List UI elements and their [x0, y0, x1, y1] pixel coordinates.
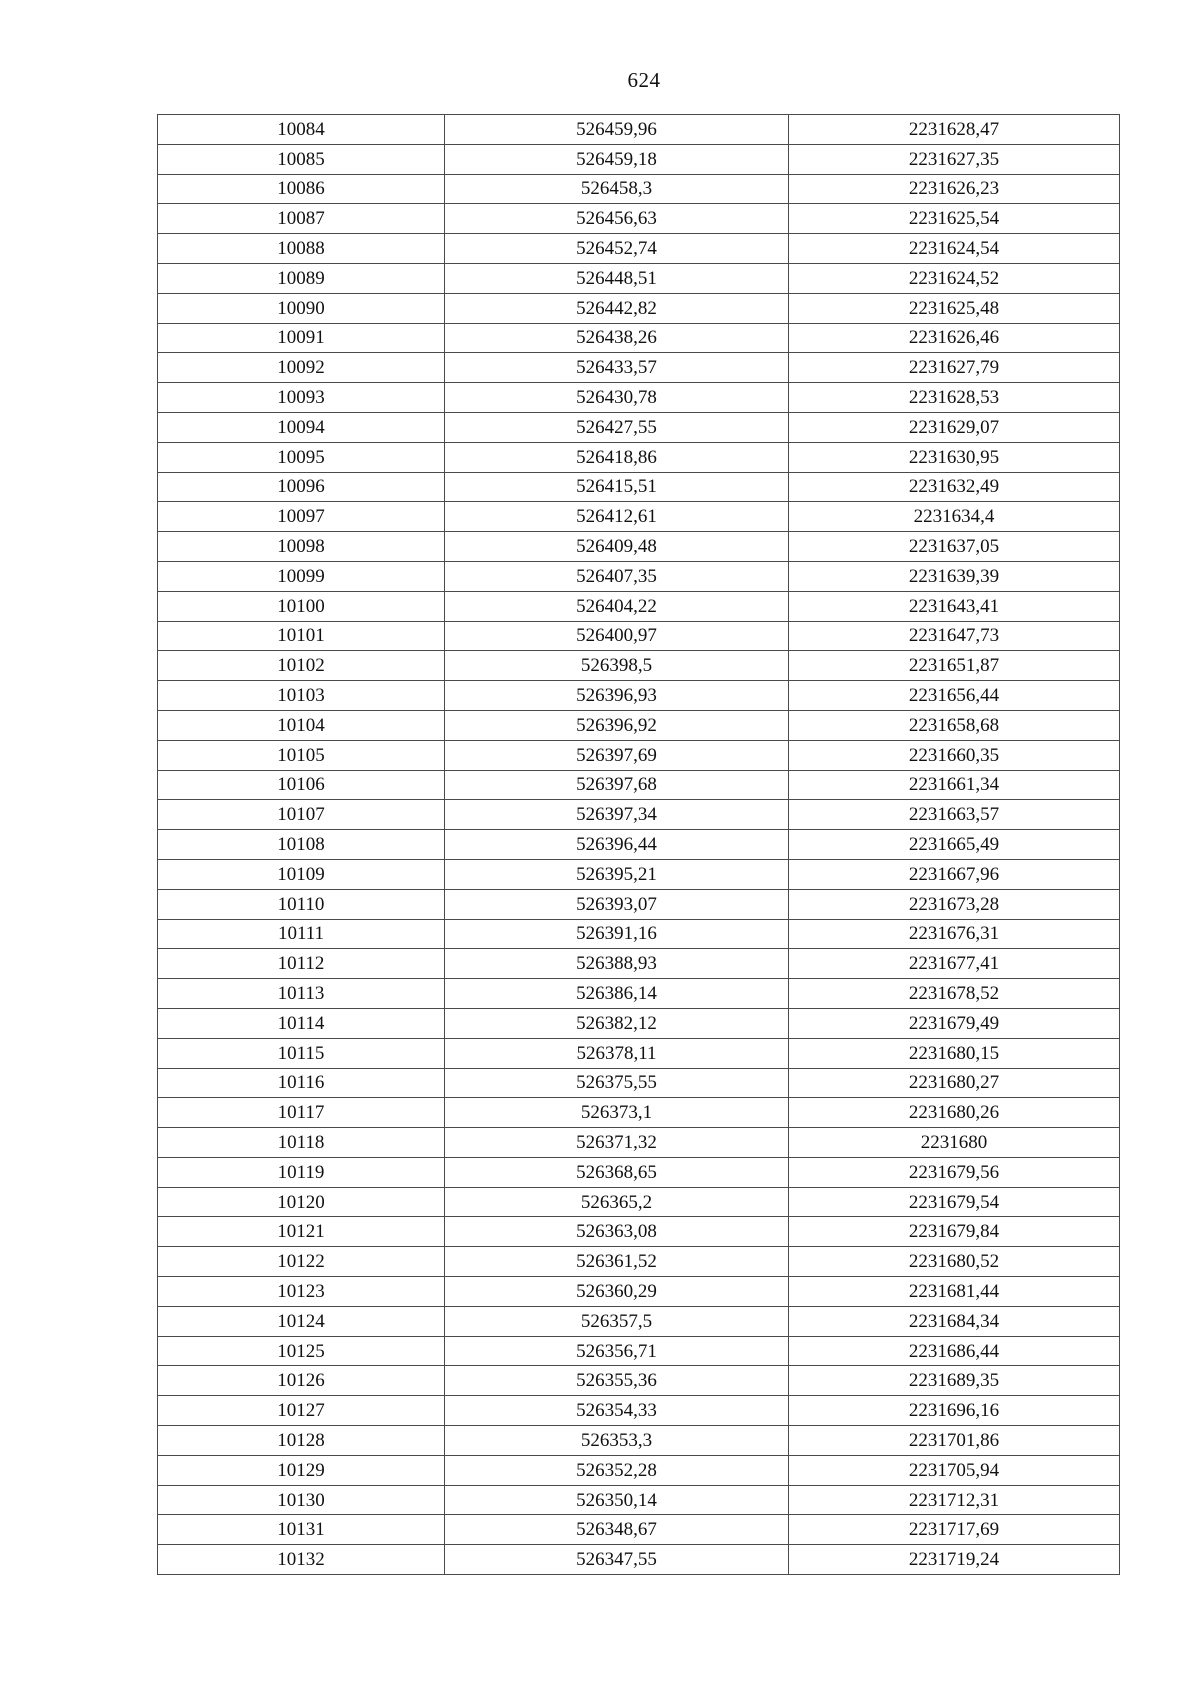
table-row [158, 263, 1120, 293]
x-coordinate-cell: 526458,3 [445, 174, 789, 204]
y-coordinate-cell: 2231628,47 [789, 115, 1120, 145]
table-row [158, 1545, 1120, 1575]
table-row [158, 1455, 1120, 1485]
table-row [158, 1038, 1120, 1068]
y-coordinate-cell: 2231625,54 [789, 204, 1120, 234]
x-coordinate-cell: 526391,16 [445, 919, 789, 949]
x-coordinate-cell: 526407,35 [445, 561, 789, 591]
table-row [158, 979, 1120, 1009]
x-coordinate-cell: 526409,48 [445, 532, 789, 562]
y-coordinate-cell: 2231679,54 [789, 1187, 1120, 1217]
point-number-cell: 10094 [158, 412, 445, 442]
x-coordinate-cell: 526382,12 [445, 1008, 789, 1038]
y-coordinate-cell: 2231629,07 [789, 412, 1120, 442]
y-coordinate-cell: 2231624,54 [789, 234, 1120, 264]
table-row [158, 1515, 1120, 1545]
point-number-cell: 10129 [158, 1455, 445, 1485]
x-coordinate-cell: 526373,1 [445, 1098, 789, 1128]
point-number-cell: 10118 [158, 1128, 445, 1158]
table-row [158, 234, 1120, 264]
table-row [158, 1187, 1120, 1217]
table-row [158, 919, 1120, 949]
point-number-cell: 10114 [158, 1008, 445, 1038]
table-row [158, 1426, 1120, 1456]
x-coordinate-cell: 526418,86 [445, 442, 789, 472]
y-coordinate-cell: 2231681,44 [789, 1277, 1120, 1307]
x-coordinate-cell: 526348,67 [445, 1515, 789, 1545]
x-coordinate-cell: 526371,32 [445, 1128, 789, 1158]
x-coordinate-cell: 526388,93 [445, 949, 789, 979]
table-row [158, 353, 1120, 383]
x-coordinate-cell: 526397,34 [445, 800, 789, 830]
y-coordinate-cell: 2231678,52 [789, 979, 1120, 1009]
table-row [158, 651, 1120, 681]
table-row [158, 1485, 1120, 1515]
table-row [158, 412, 1120, 442]
table-row [158, 949, 1120, 979]
table-row [158, 1396, 1120, 1426]
point-number-cell: 10101 [158, 621, 445, 651]
x-coordinate-cell: 526353,3 [445, 1426, 789, 1456]
x-coordinate-cell: 526386,14 [445, 979, 789, 1009]
table-row [158, 859, 1120, 889]
table-row [158, 323, 1120, 353]
point-number-cell: 10107 [158, 800, 445, 830]
y-coordinate-cell: 2231660,35 [789, 740, 1120, 770]
y-coordinate-cell: 2231626,23 [789, 174, 1120, 204]
point-number-cell: 10122 [158, 1247, 445, 1277]
y-coordinate-cell: 2231663,57 [789, 800, 1120, 830]
y-coordinate-cell: 2231658,68 [789, 710, 1120, 740]
x-coordinate-cell: 526430,78 [445, 383, 789, 413]
table-row [158, 1247, 1120, 1277]
point-number-cell: 10109 [158, 859, 445, 889]
table-row [158, 532, 1120, 562]
x-coordinate-cell: 526398,5 [445, 651, 789, 681]
x-coordinate-cell: 526412,61 [445, 502, 789, 532]
point-number-cell: 10131 [158, 1515, 445, 1545]
page-number: 624 [627, 68, 661, 92]
table-row [158, 1128, 1120, 1158]
x-coordinate-cell: 526360,29 [445, 1277, 789, 1307]
y-coordinate-cell: 2231624,52 [789, 263, 1120, 293]
y-coordinate-cell: 2231676,31 [789, 919, 1120, 949]
point-number-cell: 10116 [158, 1068, 445, 1098]
x-coordinate-cell: 526438,26 [445, 323, 789, 353]
table-row [158, 770, 1120, 800]
point-number-cell: 10108 [158, 830, 445, 860]
y-coordinate-cell: 2231717,69 [789, 1515, 1120, 1545]
table-row [158, 889, 1120, 919]
x-coordinate-cell: 526427,55 [445, 412, 789, 442]
y-coordinate-cell: 2231680,26 [789, 1098, 1120, 1128]
y-coordinate-cell: 2231627,79 [789, 353, 1120, 383]
x-coordinate-cell: 526396,44 [445, 830, 789, 860]
point-number-cell: 10098 [158, 532, 445, 562]
y-coordinate-cell: 2231630,95 [789, 442, 1120, 472]
table-row [158, 621, 1120, 651]
point-number-cell: 10103 [158, 681, 445, 711]
x-coordinate-cell: 526442,82 [445, 293, 789, 323]
point-number-cell: 10117 [158, 1098, 445, 1128]
y-coordinate-cell: 2231680,15 [789, 1038, 1120, 1068]
table-row [158, 442, 1120, 472]
x-coordinate-cell: 526352,28 [445, 1455, 789, 1485]
y-coordinate-cell: 2231677,41 [789, 949, 1120, 979]
x-coordinate-cell: 526378,11 [445, 1038, 789, 1068]
table-row [158, 591, 1120, 621]
y-coordinate-cell: 2231634,4 [789, 502, 1120, 532]
y-coordinate-cell: 2231680,52 [789, 1247, 1120, 1277]
x-coordinate-cell: 526459,96 [445, 115, 789, 145]
table-row [158, 681, 1120, 711]
coordinates-table [157, 114, 1120, 1575]
y-coordinate-cell: 2231637,05 [789, 532, 1120, 562]
y-coordinate-cell: 2231656,44 [789, 681, 1120, 711]
point-number-cell: 10121 [158, 1217, 445, 1247]
y-coordinate-cell: 2231651,87 [789, 651, 1120, 681]
table-row [158, 383, 1120, 413]
point-number-cell: 10086 [158, 174, 445, 204]
x-coordinate-cell: 526397,69 [445, 740, 789, 770]
point-number-cell: 10123 [158, 1277, 445, 1307]
point-number-cell: 10106 [158, 770, 445, 800]
x-coordinate-cell: 526395,21 [445, 859, 789, 889]
y-coordinate-cell: 2231701,86 [789, 1426, 1120, 1456]
x-coordinate-cell: 526361,52 [445, 1247, 789, 1277]
x-coordinate-cell: 526347,55 [445, 1545, 789, 1575]
table-row [158, 1336, 1120, 1366]
point-number-cell: 10093 [158, 383, 445, 413]
table-row [158, 1366, 1120, 1396]
table-row [158, 1068, 1120, 1098]
y-coordinate-cell: 2231667,96 [789, 859, 1120, 889]
point-number-cell: 10105 [158, 740, 445, 770]
y-coordinate-cell: 2231679,84 [789, 1217, 1120, 1247]
table-row [158, 800, 1120, 830]
point-number-cell: 10090 [158, 293, 445, 323]
x-coordinate-cell: 526396,93 [445, 681, 789, 711]
point-number-cell: 10104 [158, 710, 445, 740]
x-coordinate-cell: 526396,92 [445, 710, 789, 740]
point-number-cell: 10120 [158, 1187, 445, 1217]
point-number-cell: 10095 [158, 442, 445, 472]
y-coordinate-cell: 2231696,16 [789, 1396, 1120, 1426]
point-number-cell: 10088 [158, 234, 445, 264]
point-number-cell: 10126 [158, 1366, 445, 1396]
table-row [158, 472, 1120, 502]
table-row [158, 174, 1120, 204]
point-number-cell: 10084 [158, 115, 445, 145]
point-number-cell: 10100 [158, 591, 445, 621]
y-coordinate-cell: 2231639,39 [789, 561, 1120, 591]
point-number-cell: 10111 [158, 919, 445, 949]
table-row [158, 502, 1120, 532]
x-coordinate-cell: 526354,33 [445, 1396, 789, 1426]
point-number-cell: 10125 [158, 1336, 445, 1366]
y-coordinate-cell: 2231628,53 [789, 383, 1120, 413]
point-number-cell: 10113 [158, 979, 445, 1009]
point-number-cell: 10097 [158, 502, 445, 532]
y-coordinate-cell: 2231684,34 [789, 1306, 1120, 1336]
x-coordinate-cell: 526404,22 [445, 591, 789, 621]
point-number-cell: 10102 [158, 651, 445, 681]
y-coordinate-cell: 2231643,41 [789, 591, 1120, 621]
y-coordinate-cell: 2231627,35 [789, 144, 1120, 174]
coordinates-table-body [158, 115, 1120, 1575]
x-coordinate-cell: 526355,36 [445, 1366, 789, 1396]
table-row [158, 1277, 1120, 1307]
x-coordinate-cell: 526368,65 [445, 1157, 789, 1187]
x-coordinate-cell: 526433,57 [445, 353, 789, 383]
y-coordinate-cell: 2231680,27 [789, 1068, 1120, 1098]
point-number-cell: 10091 [158, 323, 445, 353]
y-coordinate-cell: 2231647,73 [789, 621, 1120, 651]
x-coordinate-cell: 526393,07 [445, 889, 789, 919]
y-coordinate-cell: 2231661,34 [789, 770, 1120, 800]
point-number-cell: 10130 [158, 1485, 445, 1515]
table-row [158, 293, 1120, 323]
point-number-cell: 10087 [158, 204, 445, 234]
y-coordinate-cell: 2231665,49 [789, 830, 1120, 860]
table-row [158, 710, 1120, 740]
x-coordinate-cell: 526415,51 [445, 472, 789, 502]
point-number-cell: 10092 [158, 353, 445, 383]
table-row [158, 1008, 1120, 1038]
point-number-cell: 10128 [158, 1426, 445, 1456]
y-coordinate-cell: 2231712,31 [789, 1485, 1120, 1515]
table-row [158, 144, 1120, 174]
table-row [158, 1306, 1120, 1336]
x-coordinate-cell: 526363,08 [445, 1217, 789, 1247]
y-coordinate-cell: 2231626,46 [789, 323, 1120, 353]
x-coordinate-cell: 526400,97 [445, 621, 789, 651]
table-row [158, 204, 1120, 234]
point-number-cell: 10127 [158, 1396, 445, 1426]
point-number-cell: 10096 [158, 472, 445, 502]
x-coordinate-cell: 526397,68 [445, 770, 789, 800]
table-row [158, 1098, 1120, 1128]
x-coordinate-cell: 526452,74 [445, 234, 789, 264]
table-row [158, 561, 1120, 591]
x-coordinate-cell: 526356,71 [445, 1336, 789, 1366]
point-number-cell: 10132 [158, 1545, 445, 1575]
x-coordinate-cell: 526456,63 [445, 204, 789, 234]
x-coordinate-cell: 526448,51 [445, 263, 789, 293]
y-coordinate-cell: 2231705,94 [789, 1455, 1120, 1485]
table-row [158, 1157, 1120, 1187]
point-number-cell: 10124 [158, 1306, 445, 1336]
y-coordinate-cell: 2231686,44 [789, 1336, 1120, 1366]
table-row [158, 115, 1120, 145]
x-coordinate-cell: 526365,2 [445, 1187, 789, 1217]
point-number-cell: 10085 [158, 144, 445, 174]
y-coordinate-cell: 2231680 [789, 1128, 1120, 1158]
point-number-cell: 10089 [158, 263, 445, 293]
x-coordinate-cell: 526459,18 [445, 144, 789, 174]
x-coordinate-cell: 526357,5 [445, 1306, 789, 1336]
y-coordinate-cell: 2231625,48 [789, 293, 1120, 323]
point-number-cell: 10110 [158, 889, 445, 919]
point-number-cell: 10115 [158, 1038, 445, 1068]
y-coordinate-cell: 2231679,56 [789, 1157, 1120, 1187]
y-coordinate-cell: 2231719,24 [789, 1545, 1120, 1575]
y-coordinate-cell: 2231679,49 [789, 1008, 1120, 1038]
table-row [158, 1217, 1120, 1247]
point-number-cell: 10119 [158, 1157, 445, 1187]
table-row [158, 740, 1120, 770]
x-coordinate-cell: 526350,14 [445, 1485, 789, 1515]
y-coordinate-cell: 2231689,35 [789, 1366, 1120, 1396]
table-row [158, 830, 1120, 860]
x-coordinate-cell: 526375,55 [445, 1068, 789, 1098]
y-coordinate-cell: 2231673,28 [789, 889, 1120, 919]
point-number-cell: 10112 [158, 949, 445, 979]
point-number-cell: 10099 [158, 561, 445, 591]
y-coordinate-cell: 2231632,49 [789, 472, 1120, 502]
